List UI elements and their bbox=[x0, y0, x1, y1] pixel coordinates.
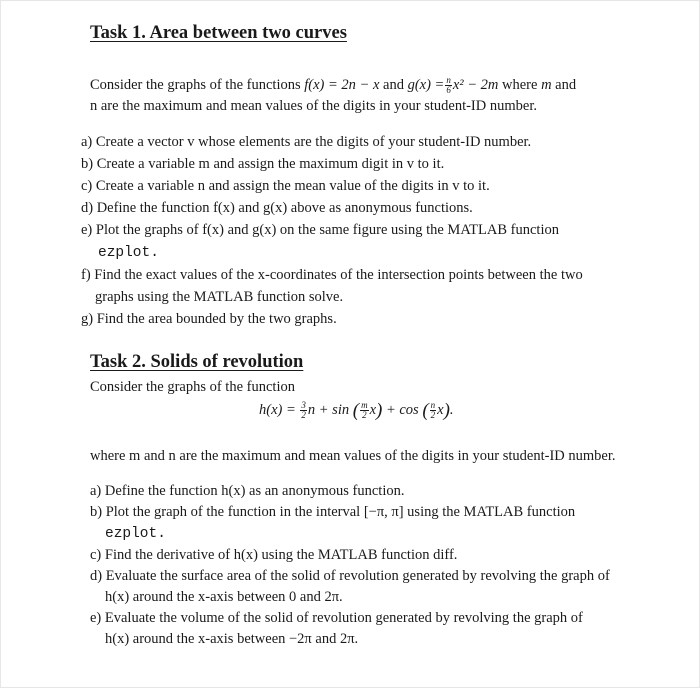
task2-item-b: b) Plot the graph of the function in the interval [−π, π] using the MATLAB function bbox=[90, 504, 576, 520]
task1-intro-line1: Consider the graphs of the functions f(x) = 2n − x and g(x) = $\frac{n}{6}$ x² − 2m where m and bbox=[90, 75, 577, 95]
h-definition: h(x) = $\frac{3}{2}$ n + sin ( $\frac{m}{2}$ x) + cos ( $\frac{n}{2}$ x). bbox=[259, 400, 454, 421]
g-definition: g(x) = $\frac{n}{6}$ x² − 2m bbox=[407, 75, 499, 95]
task2-item-d-cont: h(x) around the x-axis between 0 and 2π. bbox=[105, 589, 343, 605]
task1-item-f-cont: graphs using the MATLAB function solve. bbox=[95, 289, 344, 305]
task1-title: Task 1. Area between two curves bbox=[90, 23, 347, 43]
task1-item-e: e) Plot the graphs of f(x) and g(x) on the same figure using the MATLAB function bbox=[81, 222, 559, 238]
task2-item-b-cont: ezplot. bbox=[105, 526, 166, 542]
task1-item-f: f) Find the exact values of the x-coordinates of the intersection points between the two bbox=[81, 267, 583, 283]
task2-where: where m and n are the maximum and mean values of the digits in your student-ID number. bbox=[90, 448, 616, 464]
task2-item-a: a) Define the function h(x) as an anonymous function. bbox=[90, 483, 405, 499]
task2-item-c: c) Find the derivative of h(x) using the MATLAB function diff. bbox=[90, 547, 458, 563]
task2-item-e-cont: h(x) around the x-axis between −2π and 2π. bbox=[105, 631, 359, 647]
task1-item-d: d) Define the function f(x) and g(x) above as anonymous functions. bbox=[81, 200, 473, 216]
task1-item-b: b) Create a variable m and assign the maximum digit in v to it. bbox=[81, 156, 445, 172]
task1-item-g: g) Find the area bounded by the two graphs. bbox=[81, 311, 337, 327]
task1-item-c: c) Create a variable n and assign the mean value of the digits in v to it. bbox=[81, 178, 490, 194]
task2-item-d: d) Evaluate the surface area of the solid of revolution generated by revolving the graph of bbox=[90, 568, 610, 584]
task1-item-a: a) Create a vector v whose elements are the digits of your student-ID number. bbox=[81, 134, 532, 150]
task1-intro-line2: n are the maximum and mean values of the digits in your student-ID number. bbox=[90, 98, 537, 114]
task2-title: Task 2. Solids of revolution bbox=[90, 352, 304, 372]
f-definition: f(x) = 2n − x bbox=[304, 76, 380, 93]
task2-intro: Consider the graphs of the function bbox=[90, 379, 295, 395]
task2-item-e: e) Evaluate the volume of the solid of revolution generated by revolving the graph of bbox=[90, 610, 583, 626]
task1-item-e-cont: ezplot. bbox=[98, 245, 159, 261]
